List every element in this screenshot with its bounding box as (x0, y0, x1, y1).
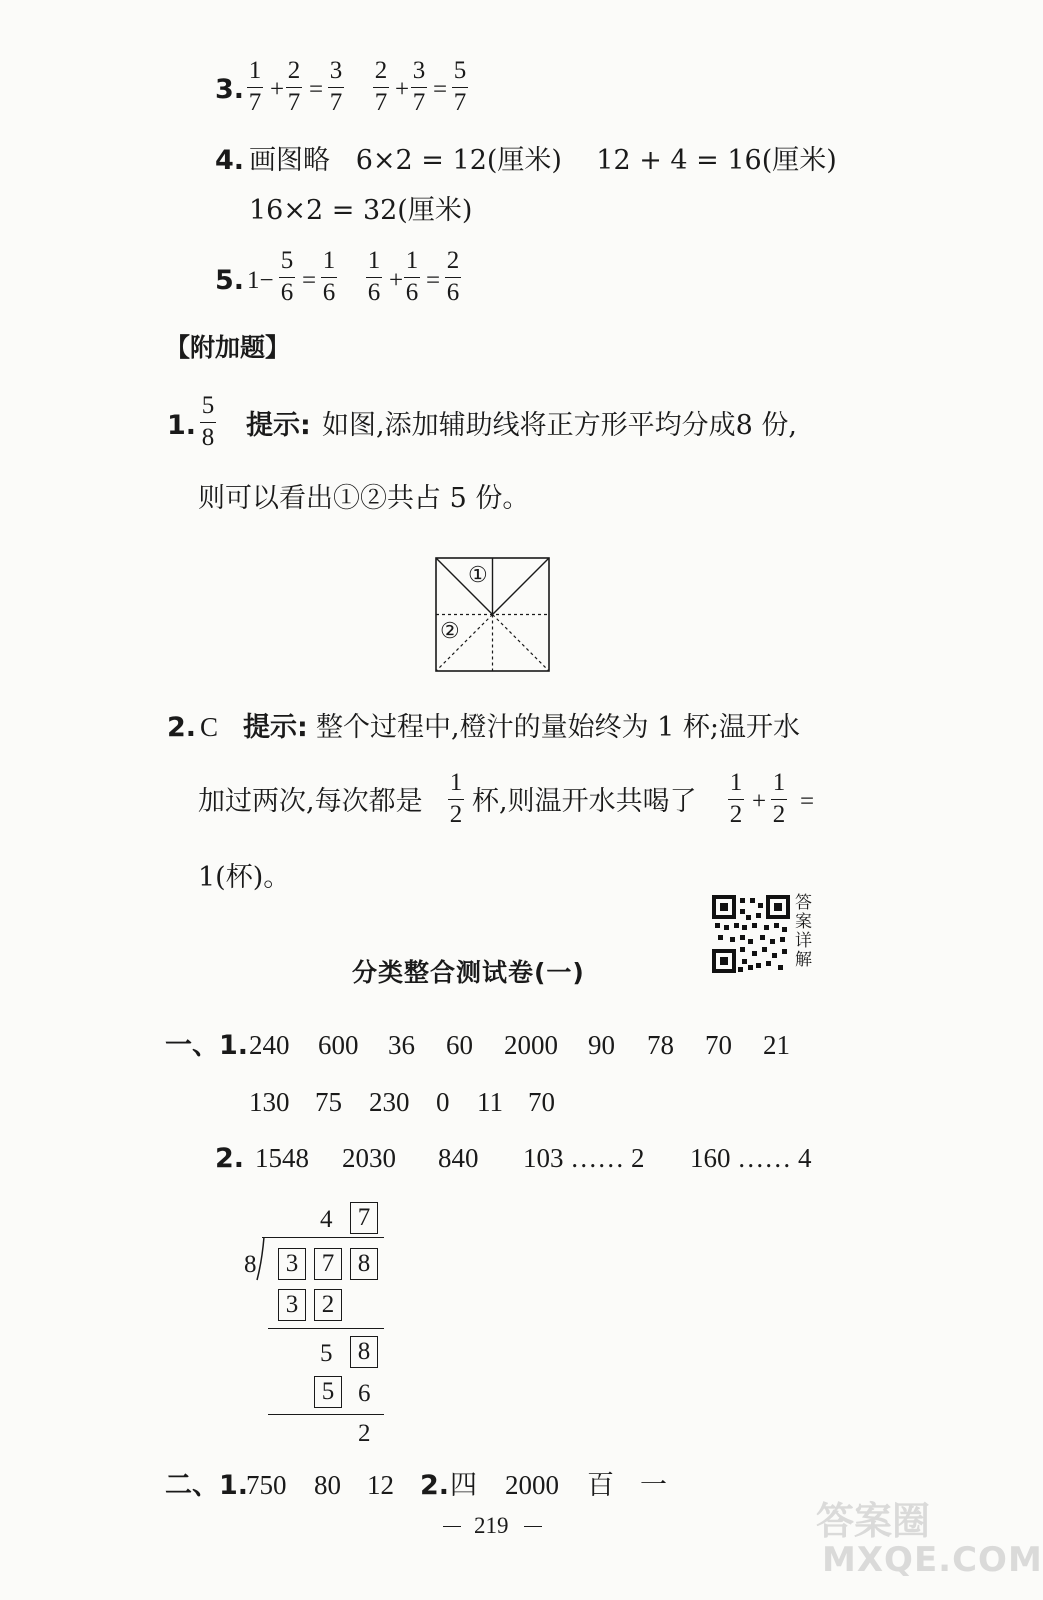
qr-code-icon (712, 895, 790, 973)
figure-label-1: ① (468, 563, 488, 588)
answer-value: 130 (249, 1087, 290, 1117)
answer-value: 一 (640, 1470, 667, 1501)
long-division (240, 1200, 400, 1445)
fraction: 1 6 (367, 247, 381, 307)
step-digit: 6 (358, 1380, 371, 1407)
quotient-digit: 4 (320, 1206, 333, 1233)
watermark-url: MXQE.COM (822, 1540, 1043, 1580)
square-diagram (435, 557, 550, 672)
appendix-question-2-number: 2. (167, 712, 197, 743)
step-digit: 5 (320, 1340, 333, 1367)
subtraction-line (268, 1414, 384, 1415)
answer-value: 70 (705, 1030, 732, 1060)
answer-value: 840 (438, 1143, 479, 1173)
fraction: 5 7 (453, 57, 467, 117)
dividend-box: 8 (350, 1248, 378, 1280)
section-number-2: 二、1. (165, 1470, 249, 1501)
question-number-2: 2. (215, 1143, 245, 1174)
step-box: 5 (314, 1376, 342, 1408)
square-figure (435, 557, 550, 672)
footer-dash (524, 1526, 542, 1527)
hint-text: 则可以看出①②共占 5 份。 (198, 483, 530, 514)
appendix-heading: 【附加题】 (165, 333, 291, 362)
answer-value: 百 (587, 1470, 614, 1501)
fraction: 2 6 (446, 247, 460, 307)
answer-value: 2000 (505, 1470, 559, 1500)
plus-sign: + (389, 267, 404, 294)
equals-sign: = (433, 76, 448, 103)
dividend-box: 3 (278, 1248, 306, 1280)
equals-sign: = (800, 788, 815, 815)
answer-value: 2000 (504, 1030, 558, 1060)
fraction: 3 7 (329, 57, 343, 117)
test-title: 分类整合测试卷(一) (352, 958, 585, 987)
hint-label: 提示: (246, 410, 311, 441)
answer-value: 11 (477, 1087, 503, 1117)
plus-sign: + (752, 788, 767, 815)
answer-value: 1548 (255, 1143, 309, 1173)
footer-dash (443, 1526, 461, 1527)
answer-value: 四 (450, 1470, 477, 1501)
appendix-question-1-number: 1. (167, 410, 197, 441)
answer-value: 600 (318, 1030, 359, 1060)
figure-label-2: ② (440, 619, 460, 644)
answer-value: 12 (367, 1470, 394, 1500)
question-number-2: 2. (420, 1470, 450, 1501)
remainder: 2 (358, 1420, 371, 1447)
section-number-1: 一、1. (165, 1030, 249, 1061)
fraction: 1 6 (405, 247, 419, 307)
answer-value: 0 (436, 1087, 450, 1117)
answer-value: 90 (588, 1030, 615, 1060)
step-box: 8 (350, 1336, 378, 1368)
answer-value: 75 (315, 1087, 342, 1117)
hint-text: 整个过程中,橙汁的量始终为 1 杯;温开水 (316, 712, 801, 743)
hint-text: 1(杯)。 (198, 862, 291, 893)
qr-caption: 答案详解 (795, 893, 812, 970)
answer-value: 750 (246, 1470, 287, 1500)
answer-value: 21 (763, 1030, 790, 1060)
hint-text: 加过两次,每次都是 (198, 786, 423, 817)
fraction: 1 2 (729, 769, 743, 829)
division-bracket-icon (256, 1236, 266, 1282)
fraction: 1 7 (248, 57, 262, 117)
step-box: 3 (278, 1289, 306, 1321)
answer-value: 36 (388, 1030, 415, 1060)
fraction: 5 8 (201, 392, 215, 452)
fraction: 1 2 (772, 769, 786, 829)
quotient-box: 7 (350, 1202, 378, 1234)
fraction: 2 7 (374, 57, 388, 117)
subtraction-line (268, 1328, 384, 1329)
dividend-box: 7 (314, 1248, 342, 1280)
qr-code[interactable] (712, 895, 790, 973)
answer-value: 103 …… 2 (523, 1143, 645, 1173)
answer-value: 2030 (342, 1143, 396, 1173)
answer-value: 78 (647, 1030, 674, 1060)
answer-value: 160 …… 4 (690, 1143, 812, 1173)
equals-sign: = (302, 267, 317, 294)
fraction: 2 7 (287, 57, 301, 117)
answer-value: 60 (446, 1030, 473, 1060)
question-number-4: 4. (215, 145, 245, 176)
question-number-3: 3. (215, 74, 245, 105)
page-number: 219 (474, 1513, 509, 1538)
step-box: 2 (314, 1289, 342, 1321)
plus-sign: + (270, 76, 285, 103)
equals-sign: = (426, 267, 441, 294)
answer-line: 画图略 6×2 = 12(厘米) 12 + 4 = 16(厘米) (249, 145, 837, 176)
watermark-logo: 答案圈 (816, 1499, 931, 1543)
question-number-5: 5. (215, 265, 245, 296)
fraction: 3 7 (412, 57, 426, 117)
minus-expression: 1− (247, 267, 274, 294)
hint-text: 杯,则温开水共喝了 (472, 786, 697, 817)
division-bar (262, 1237, 384, 1238)
fraction: 1 2 (449, 769, 463, 829)
answer-value: 70 (528, 1087, 555, 1117)
answer-value: 240 (249, 1030, 290, 1060)
hint-text: 如图,添加辅助线将正方形平均分成8 份, (322, 410, 797, 441)
plus-sign: + (395, 76, 410, 103)
equals-sign: = (309, 76, 324, 103)
fraction: 5 6 (280, 247, 294, 307)
answer-value: 230 (369, 1087, 410, 1117)
answer-line: 16×2 = 32(厘米) (249, 195, 473, 226)
hint-label: 提示: (243, 712, 308, 743)
fraction: 1 6 (322, 247, 336, 307)
answer-value: 80 (314, 1470, 341, 1500)
divisor: 8 (244, 1251, 257, 1278)
answer-choice: C (200, 712, 219, 742)
